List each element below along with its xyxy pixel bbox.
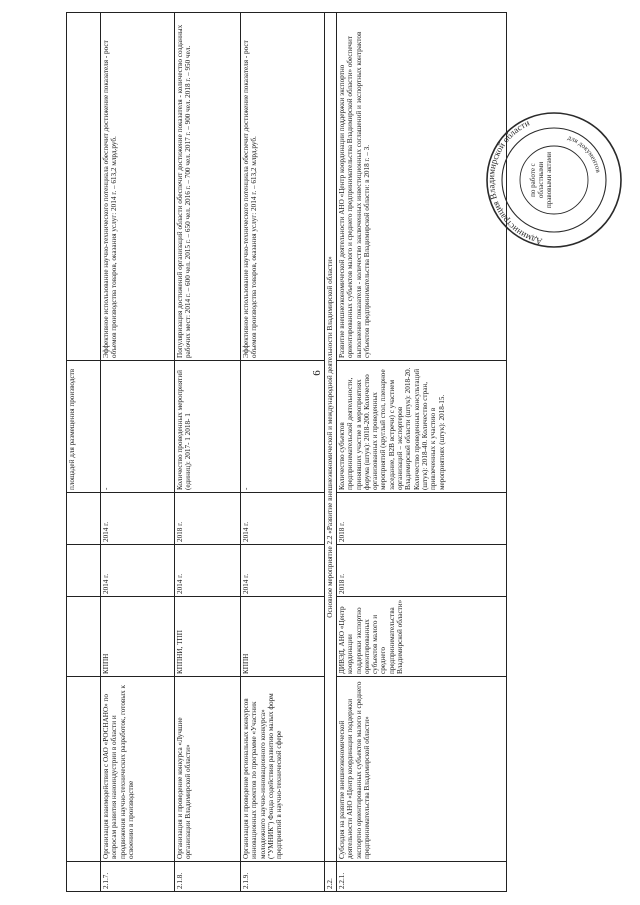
- official-stamp: [484, 110, 624, 250]
- header-fragment-cell: площадей для размещения производств: [67, 361, 101, 493]
- stamp-middle-text: для документов: [566, 133, 603, 174]
- start-cell: 2014 г.: [101, 545, 175, 597]
- page-number: 6: [311, 370, 323, 376]
- section-title: Основное мероприятие 2.2 «Развитие внешнеэкономической и международной деятельности Владимирской области»: [325, 13, 337, 862]
- end-cell: 2018 г.: [337, 493, 507, 545]
- table-row-header-fragment: [67, 13, 101, 892]
- executor-cell: ДИВЭД, АНО «Центр координации поддержки экспортно ориентированных субъектов малого и среднего предпринимательства Владимирской области»: [337, 597, 507, 677]
- end-cell: 2018 г.: [175, 493, 241, 545]
- start-cell: 2014 г.: [241, 545, 325, 597]
- executor-cell: КППН: [101, 597, 175, 677]
- result-cell: Развитие внешнеэкономической деятельности АНО «Центр координации поддержки экспортно ориентированных субъектов малого и среднего предпринимательства Владимирской области» обеспечит выполнение показателя - количество заключенных инвестиционных соглашений и экспортных контрактов субъектов предпринимательства Владимирской области: в 2018 г. – 3.: [337, 13, 507, 361]
- indicator-cell: -: [241, 361, 325, 493]
- stamp-outer-text: Администрация Владимирской области: [485, 117, 544, 247]
- indicator-cell: Количество субъектов предпринимательской деятельности, принявших участие в мероприятиях форума (штук): 2018-200. Количество организованных и проведенных мероприятий (круглый стол, пленарное заседание, B2B встречи) с участием организаций – экспортеров Владимирской области (штук): 2018-20. Количество проведенных консультаций (штук): 2018-40. Количество стран, привлеченных к участию в мероприятиях (штук): 2018-15.: [337, 361, 507, 493]
- event-cell: Субсидия на развитие внешнеэкономической деятельности АНО «Центр координации поддержки экспортно ориентированных субъектов малого и среднего предпринимательства Владимирской области»: [337, 677, 507, 862]
- event-cell: Организация взаимодействия с ОАО «РОСНАНО» по вопросам развития наноиндустрии в области и продвижения научно-технических разработок, готовых к освоению в производстве: [101, 677, 175, 862]
- result-cell: Эффективное использование научно-технического потенциала обеспечит достижение показателя - рост объемов производства товаров, оказания услуг: 2014 г. – 613,2 млрд.руб.: [101, 13, 175, 361]
- table-row: [241, 13, 325, 892]
- result-cell: Популяризация достижений организаций области обеспечит достижение показателя - количество созданных рабочих мест: 2014 г. – 600 чел. 2015 г. – 650 чел. 2016 г. – 700 чел. 2017 г. – 900 чел. 2018 г. – 950 чел.: [175, 13, 241, 361]
- executor-cell: КППНИ, ТПП: [175, 597, 241, 677]
- indicator-cell: Количество проведенных мероприятий (единиц): 2017- 1 2018- 1: [175, 361, 241, 493]
- table-row: [175, 13, 241, 892]
- end-cell: 2014 г.: [101, 493, 175, 545]
- event-cell: Организация и проведение региональных конкурсов инновационных проектов по программе «Участник молодежного научно-инновационного конкурса» ("УМНИК") Фонда содействия развитию малых форм предприятий в научно-технической сфере: [241, 677, 325, 862]
- result-cell: Эффективное использование научно-технического потенциала обеспечит достижение показателя - рост объемов производства товаров, оказания услуг: 2014 г. – 613,2 млрд.руб.: [241, 13, 325, 361]
- event-cell: Организация и проведение конкурса «Лучшие организации Владимирской области»: [175, 677, 241, 862]
- program-table: [66, 12, 507, 892]
- section-number: 2.2.: [325, 862, 337, 892]
- executor-cell: КППН: [241, 597, 325, 677]
- row-number: 2.1.9.: [241, 862, 325, 892]
- indicator-cell: -: [101, 361, 175, 493]
- start-cell: 2014 г.: [175, 545, 241, 597]
- row-number: 2.1.7.: [101, 862, 175, 892]
- row-number: 2.1.8.: [175, 862, 241, 892]
- table-row: [337, 13, 507, 892]
- row-number: 2.2.1.: [337, 862, 507, 892]
- stamp-inner-text: по работе с областными правовыми актами: [529, 152, 553, 208]
- table-row: [101, 13, 175, 892]
- end-cell: 2014 г.: [241, 493, 325, 545]
- start-cell: 2018 г.: [337, 545, 507, 597]
- section-row: [325, 13, 337, 892]
